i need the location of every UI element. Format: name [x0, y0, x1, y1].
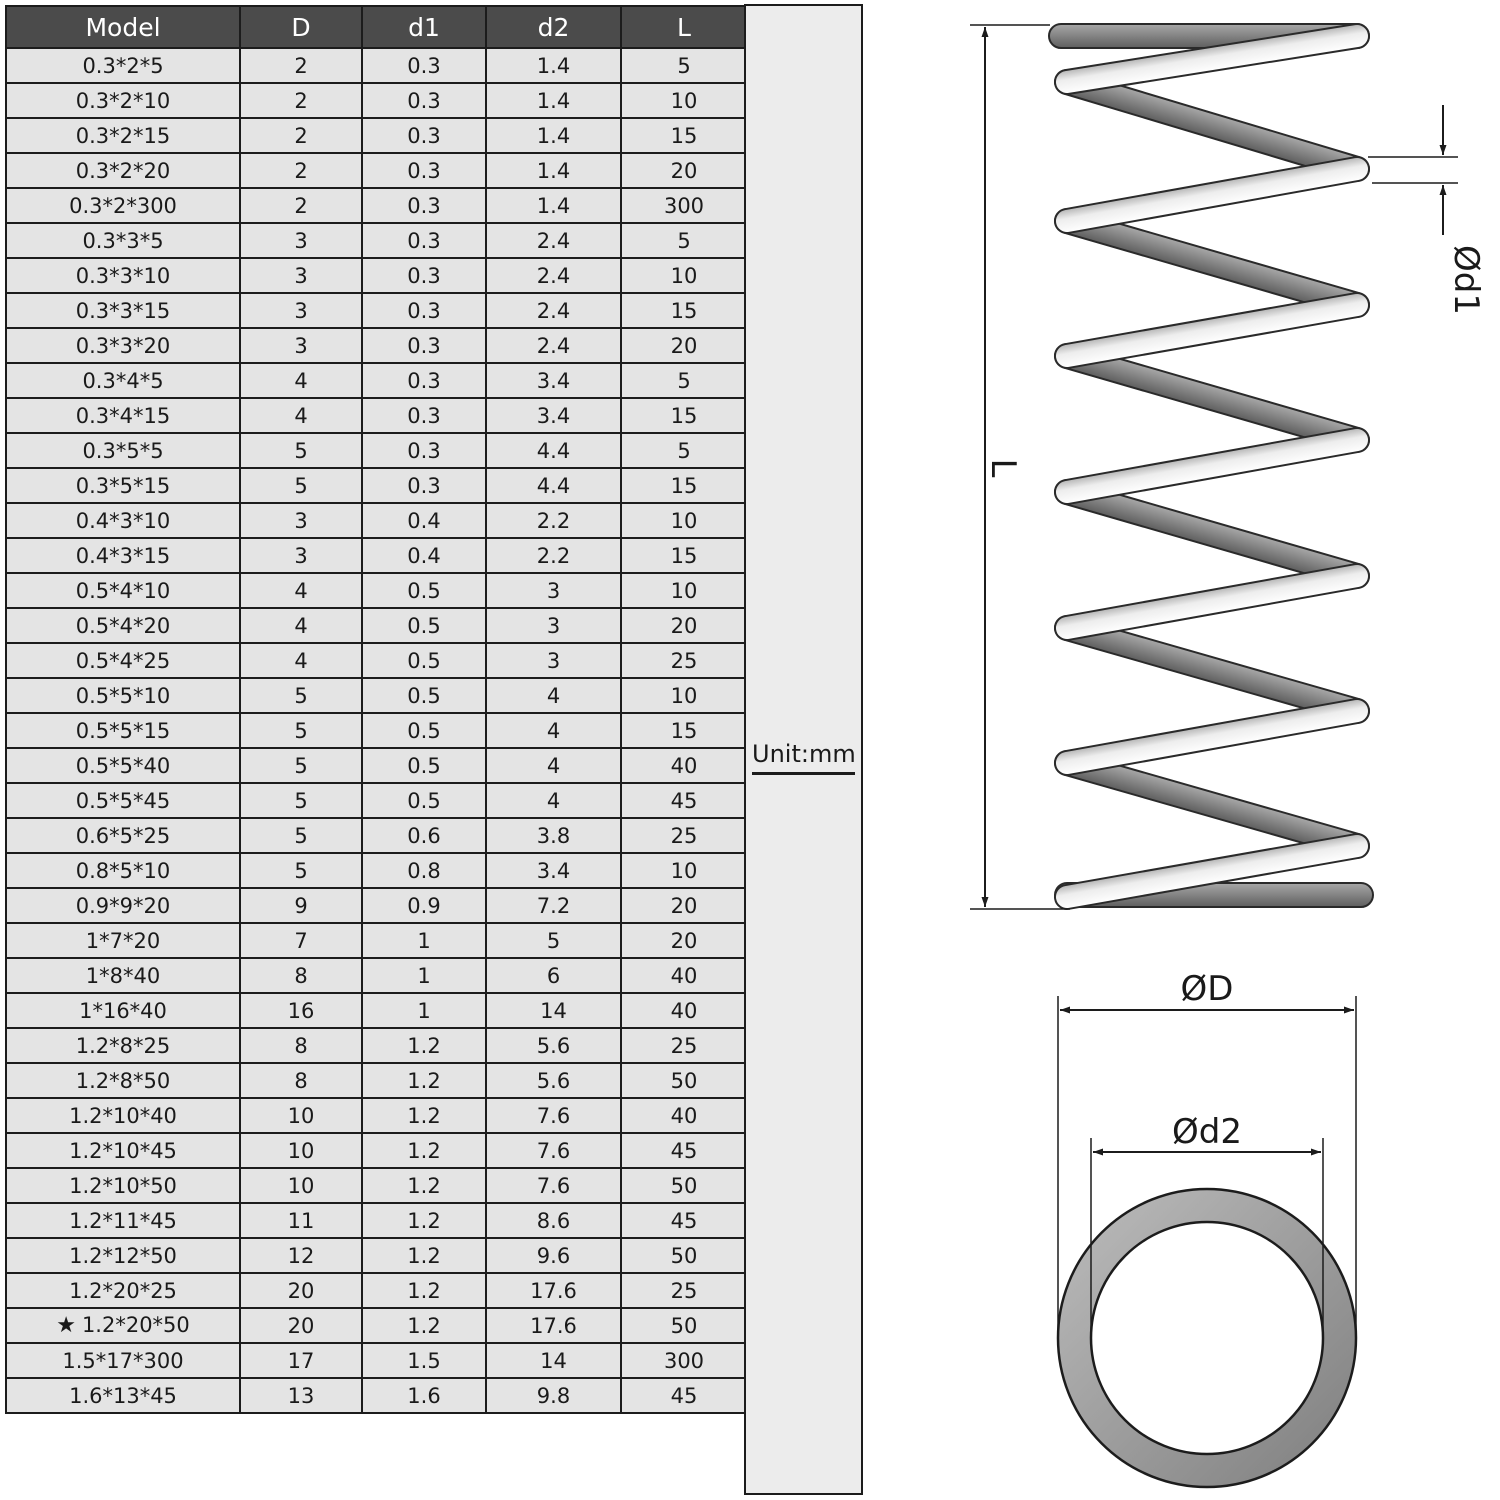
- table-cell: 0.5: [362, 783, 486, 818]
- table-cell: 1: [362, 958, 486, 993]
- table-cell: 3.8: [486, 818, 621, 853]
- table-cell: 7: [240, 923, 362, 958]
- table-cell: 20: [240, 1273, 362, 1308]
- table-cell: 0.3*3*5: [6, 223, 240, 258]
- table-cell: 0.6*5*25: [6, 818, 240, 853]
- table-cell: 0.5*5*10: [6, 678, 240, 713]
- table-cell: 0.3*4*5: [6, 363, 240, 398]
- length-dimension: [970, 25, 1070, 909]
- table-cell: 25: [621, 643, 747, 678]
- table-cell: 1*16*40: [6, 993, 240, 1028]
- table-cell: 14: [486, 1343, 621, 1378]
- table-cell: 20: [621, 923, 747, 958]
- wire-label: Ød1: [1446, 245, 1486, 315]
- table-cell: 1.4: [486, 153, 621, 188]
- table-cell: 8: [240, 1063, 362, 1098]
- table-row: [6, 678, 747, 713]
- table-row: [6, 573, 747, 608]
- table-cell: 15: [621, 538, 747, 573]
- table-cell: 1*8*40: [6, 958, 240, 993]
- table-body: [6, 48, 747, 1413]
- table-cell: 0.3*2*300: [6, 188, 240, 223]
- table-cell: 25: [621, 1028, 747, 1063]
- table-row: [6, 398, 747, 433]
- table-cell: 8: [240, 1028, 362, 1063]
- table-row: [6, 118, 747, 153]
- table-cell: 0.5: [362, 608, 486, 643]
- table-cell: 2.2: [486, 503, 621, 538]
- table-cell: 10: [621, 573, 747, 608]
- table-cell: 5: [621, 223, 747, 258]
- table-cell: 45: [621, 1133, 747, 1168]
- spring-front-coil: [1053, 697, 1371, 777]
- table-cell: 0.3*2*20: [6, 153, 240, 188]
- table-cell: 20: [621, 328, 747, 363]
- table-cell: 0.9*9*20: [6, 888, 240, 923]
- model-value: 1.2*20*50: [81, 1313, 190, 1337]
- table-cell: 1.2: [362, 1238, 486, 1273]
- table-cell: 0.3*2*15: [6, 118, 240, 153]
- unit-panel: [744, 4, 863, 1495]
- table-cell: 5: [621, 433, 747, 468]
- table-cell: 5: [621, 363, 747, 398]
- table-cell: 5: [240, 748, 362, 783]
- table-cell: 40: [621, 1098, 747, 1133]
- table-cell: 0.3: [362, 48, 486, 83]
- table-row: [6, 783, 747, 818]
- table-cell: 10: [621, 83, 747, 118]
- column-header-d2: d2: [486, 6, 621, 48]
- table-row: [6, 1028, 747, 1063]
- table-row: [6, 188, 747, 223]
- table-cell: 0.3*2*10: [6, 83, 240, 118]
- table-cell: 50: [621, 1168, 747, 1203]
- table-cell: 5: [240, 818, 362, 853]
- table-cell: 17.6: [486, 1273, 621, 1308]
- table-cell: 0.4: [362, 538, 486, 573]
- table-cell: 1.2: [362, 1273, 486, 1308]
- table-cell: 9.6: [486, 1238, 621, 1273]
- spec-table: [5, 5, 748, 1414]
- table-cell: 2.4: [486, 223, 621, 258]
- table-cell: 3: [240, 503, 362, 538]
- table-cell: 4: [486, 713, 621, 748]
- table-row: [6, 958, 747, 993]
- table-cell: 3.4: [486, 853, 621, 888]
- table-cell: 0.3: [362, 118, 486, 153]
- table-cell: 1.2: [362, 1133, 486, 1168]
- table-cell: 0.3*2*5: [6, 48, 240, 83]
- table-cell: 0.3: [362, 433, 486, 468]
- table-cell: 1.2: [362, 1168, 486, 1203]
- table-cell: 10: [621, 853, 747, 888]
- table-cell: 1.6: [362, 1378, 486, 1413]
- table-header-row: [6, 6, 747, 48]
- table-cell: 0.3: [362, 83, 486, 118]
- table-cell: 50: [621, 1238, 747, 1273]
- table-cell: 6: [486, 958, 621, 993]
- table-cell: 0.5*4*25: [6, 643, 240, 678]
- table-cell: 1.2: [362, 1203, 486, 1238]
- table-cell: 0.3: [362, 258, 486, 293]
- table-cell: 5: [486, 923, 621, 958]
- table-cell: 0.3: [362, 468, 486, 503]
- table-cell: 0.5*4*20: [6, 608, 240, 643]
- table-cell: 4: [240, 573, 362, 608]
- table-cell: 1.5*17*300: [6, 1343, 240, 1378]
- column-header-model: Model: [6, 6, 240, 48]
- table-cell: 5: [240, 853, 362, 888]
- table-row: [6, 293, 747, 328]
- table-cell: 10: [621, 503, 747, 538]
- table-cell: 3: [240, 293, 362, 328]
- table-cell: 0.5*5*40: [6, 748, 240, 783]
- table-cell: 4: [240, 398, 362, 433]
- table-cell: 15: [621, 293, 747, 328]
- table-cell: 0.5: [362, 573, 486, 608]
- table-cell: 1.5: [362, 1343, 486, 1378]
- table-row: [6, 223, 747, 258]
- table-cell: 0.3: [362, 223, 486, 258]
- table-cell: 1.4: [486, 188, 621, 223]
- table-cell: 0.3*3*20: [6, 328, 240, 363]
- table-row: [6, 468, 747, 503]
- table-row: [6, 328, 747, 363]
- table-cell: 10: [240, 1098, 362, 1133]
- table-cell: 2.4: [486, 293, 621, 328]
- table-cell: 0.5: [362, 643, 486, 678]
- table-row: [6, 608, 747, 643]
- table-cell: 2: [240, 48, 362, 83]
- table-cell: 300: [621, 188, 747, 223]
- table-cell: 5.6: [486, 1028, 621, 1063]
- table-cell: 3.4: [486, 363, 621, 398]
- table-cell: 0.3: [362, 188, 486, 223]
- ring-cross-section: [1058, 1189, 1356, 1487]
- table-cell: 25: [621, 1273, 747, 1308]
- table-cell: 1: [362, 993, 486, 1028]
- table-cell: 3: [240, 328, 362, 363]
- table-cell: 40: [621, 993, 747, 1028]
- table-cell: 2: [240, 83, 362, 118]
- table-cell: 10: [621, 258, 747, 293]
- table-cell: 3: [240, 223, 362, 258]
- table-cell: 300: [621, 1343, 747, 1378]
- table-cell: 0.3: [362, 153, 486, 188]
- table-cell: 40: [621, 748, 747, 783]
- table-cell: 15: [621, 713, 747, 748]
- table-cell: 0.3: [362, 293, 486, 328]
- table-cell: 10: [621, 678, 747, 713]
- table-row: [6, 888, 747, 923]
- table-cell: 12: [240, 1238, 362, 1273]
- table-cell: 4: [240, 608, 362, 643]
- table-cell: 5: [240, 713, 362, 748]
- table-cell: 0.3: [362, 363, 486, 398]
- table-cell: 3: [486, 643, 621, 678]
- table-cell: 1: [362, 923, 486, 958]
- table-row: [6, 258, 747, 293]
- table-cell: 4: [240, 363, 362, 398]
- table-cell: 2: [240, 188, 362, 223]
- table-cell: 0.8*5*10: [6, 853, 240, 888]
- spring-front-coil: [1053, 291, 1371, 370]
- table-cell: 0.9: [362, 888, 486, 923]
- table-cell: 13: [240, 1378, 362, 1413]
- table-cell: 2.4: [486, 328, 621, 363]
- table-cell: 15: [621, 118, 747, 153]
- table-row: [6, 503, 747, 538]
- table-row: [6, 748, 747, 783]
- table-cell: 11: [240, 1203, 362, 1238]
- spring-front-coil: [1053, 426, 1371, 506]
- spring-front-coil: [1053, 155, 1371, 235]
- table-cell: 1.4: [486, 48, 621, 83]
- length-label: L: [983, 458, 1023, 478]
- table-row: [6, 433, 747, 468]
- table-cell: 0.3: [362, 398, 486, 433]
- table-cell: 14: [486, 993, 621, 1028]
- table-row: [6, 1168, 747, 1203]
- table-cell: 0.5*4*10: [6, 573, 240, 608]
- table-cell: 1.2*10*45: [6, 1133, 240, 1168]
- table-cell: 20: [621, 608, 747, 643]
- table-cell: 1.2: [362, 1308, 486, 1343]
- wire-diameter-dimension: [1368, 105, 1486, 315]
- table-cell: 9.8: [486, 1378, 621, 1413]
- table-cell: 0.3*5*15: [6, 468, 240, 503]
- table-row: [6, 1133, 747, 1168]
- table-cell: 4: [486, 748, 621, 783]
- unit-label: Unit:mm: [752, 740, 855, 775]
- table-cell: 3: [240, 258, 362, 293]
- table-cell: 10: [240, 1168, 362, 1203]
- table-row: [6, 923, 747, 958]
- table-row: [6, 1098, 747, 1133]
- table-cell: 2.2: [486, 538, 621, 573]
- table-cell: 0.4*3*15: [6, 538, 240, 573]
- table-cell: 45: [621, 783, 747, 818]
- table-row: [6, 643, 747, 678]
- table-cell: 0.4: [362, 503, 486, 538]
- table-cell: 4.4: [486, 468, 621, 503]
- table-cell: 3: [486, 573, 621, 608]
- table-cell: 1.4: [486, 118, 621, 153]
- table-cell: 5: [240, 678, 362, 713]
- star-icon: ★: [56, 1313, 76, 1338]
- table-cell: 4: [240, 643, 362, 678]
- table-cell: 0.8: [362, 853, 486, 888]
- outer-label: ØD: [1180, 969, 1234, 1009]
- table-cell: 1.2*11*45: [6, 1203, 240, 1238]
- table-cell: 8: [240, 958, 362, 993]
- table-row: [6, 363, 747, 398]
- table-cell: 4: [486, 783, 621, 818]
- table-cell: 1.2*12*50: [6, 1238, 240, 1273]
- table-cell: 1.2*10*50: [6, 1168, 240, 1203]
- table-row: [6, 1343, 747, 1378]
- spring-diagram: [940, 0, 1500, 1500]
- table-cell: 1.2: [362, 1063, 486, 1098]
- table-cell: 7.6: [486, 1133, 621, 1168]
- table-cell: 0.6: [362, 818, 486, 853]
- table-row: [6, 993, 747, 1028]
- column-header-d1: d1: [362, 6, 486, 48]
- table-row: [6, 818, 747, 853]
- table-cell: 0.3*3*15: [6, 293, 240, 328]
- table-cell: 1.2: [362, 1098, 486, 1133]
- table-cell: 9: [240, 888, 362, 923]
- table-cell: 0.4*3*10: [6, 503, 240, 538]
- table-cell: 2: [240, 118, 362, 153]
- table-row: [6, 153, 747, 188]
- table-cell: 1.2*8*50: [6, 1063, 240, 1098]
- table-cell: 2: [240, 153, 362, 188]
- table-cell: 3: [486, 608, 621, 643]
- table-cell: 7.6: [486, 1168, 621, 1203]
- table-cell: 17.6: [486, 1308, 621, 1343]
- table-cell: 50: [621, 1063, 747, 1098]
- table-cell: 4.4: [486, 433, 621, 468]
- table-cell: [6, 1308, 240, 1343]
- table-cell: 1.2: [362, 1028, 486, 1063]
- table-cell: 1.2*8*25: [6, 1028, 240, 1063]
- table-row: [6, 48, 747, 83]
- table-cell: 10: [240, 1133, 362, 1168]
- table-cell: 16: [240, 993, 362, 1028]
- table-cell: 0.3*5*5: [6, 433, 240, 468]
- table-cell: 45: [621, 1203, 747, 1238]
- table-row: [6, 1238, 747, 1273]
- table-cell: 5: [621, 48, 747, 83]
- table-cell: 5: [240, 433, 362, 468]
- table-row: [6, 1063, 747, 1098]
- table-cell: 5.6: [486, 1063, 621, 1098]
- table-row: [6, 1273, 747, 1308]
- spring-front-coil: [1053, 562, 1371, 642]
- table-cell: 15: [621, 398, 747, 433]
- table-cell: 0.3*4*15: [6, 398, 240, 433]
- table-cell: 7.6: [486, 1098, 621, 1133]
- table-row: [6, 1203, 747, 1238]
- table-cell: 25: [621, 818, 747, 853]
- table-cell: 0.3*3*10: [6, 258, 240, 293]
- table-cell: 1.2*20*25: [6, 1273, 240, 1308]
- table-cell: 1*7*20: [6, 923, 240, 958]
- table-cell: 50: [621, 1308, 747, 1343]
- table-row: [6, 713, 747, 748]
- table-cell: 20: [240, 1308, 362, 1343]
- table-cell: 20: [621, 153, 747, 188]
- column-header-d: D: [240, 6, 362, 48]
- table-cell: 3.4: [486, 398, 621, 433]
- table-row: [6, 853, 747, 888]
- table-cell: 0.5*5*45: [6, 783, 240, 818]
- table-row: [6, 538, 747, 573]
- table-row: [6, 1308, 747, 1343]
- table-cell: 1.2*10*40: [6, 1098, 240, 1133]
- table-cell: 15: [621, 468, 747, 503]
- table-cell: 40: [621, 958, 747, 993]
- table-cell: 1.6*13*45: [6, 1378, 240, 1413]
- table-cell: 5: [240, 468, 362, 503]
- table-cell: 20: [621, 888, 747, 923]
- table-cell: 3: [240, 538, 362, 573]
- table-cell: 0.3: [362, 328, 486, 363]
- table-cell: 5: [240, 783, 362, 818]
- table-row: [6, 83, 747, 118]
- column-header-l: L: [621, 6, 747, 48]
- table-cell: 1.4: [486, 83, 621, 118]
- table-cell: 0.5: [362, 748, 486, 783]
- table-cell: 4: [486, 678, 621, 713]
- table-row: [6, 1378, 747, 1413]
- table-cell: 0.5: [362, 713, 486, 748]
- table-cell: 45: [621, 1378, 747, 1413]
- inner-label: Ød2: [1172, 1112, 1242, 1152]
- table-cell: 2.4: [486, 258, 621, 293]
- table-cell: 17: [240, 1343, 362, 1378]
- table-cell: 7.2: [486, 888, 621, 923]
- table-cell: 8.6: [486, 1203, 621, 1238]
- table-cell: 0.5*5*15: [6, 713, 240, 748]
- table-cell: 0.5: [362, 678, 486, 713]
